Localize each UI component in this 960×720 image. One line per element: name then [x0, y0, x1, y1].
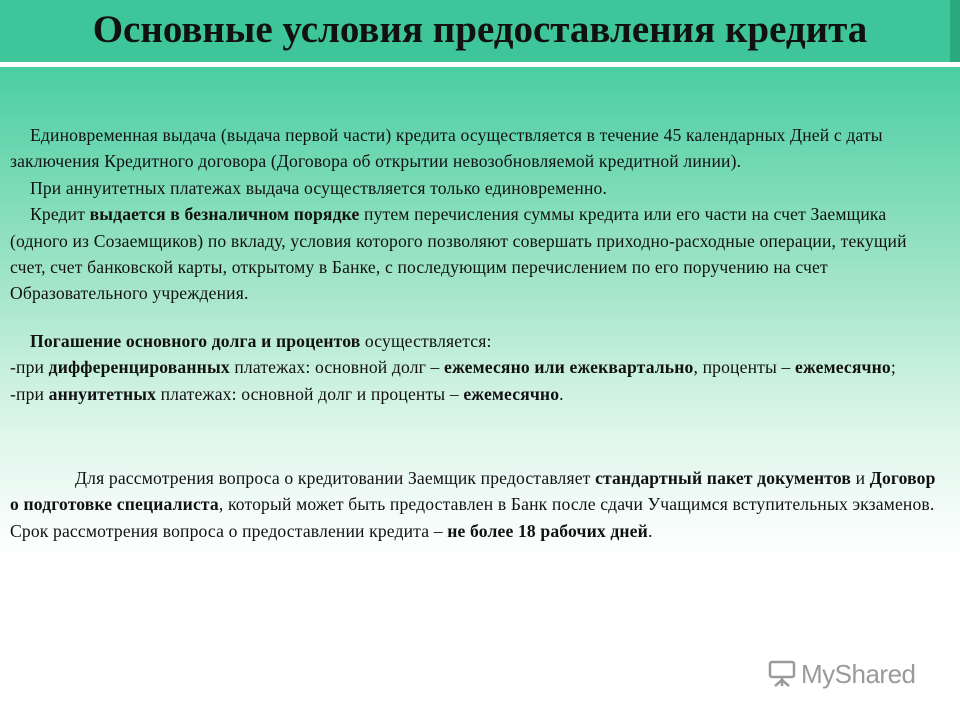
text-span: Для рассмотрения вопроса о кредитовании Заемщик предоставляет [75, 468, 596, 489]
text-span: платежах: основной долг – [229, 357, 445, 378]
page-title: Основные условия предоставления кредита [92, 8, 868, 51]
spacer [10, 407, 945, 465]
repayment-differentiated [10, 354, 945, 380]
bold-span: стандартный пакет документов [595, 468, 852, 489]
bold-span: выдается в безналичном порядке [89, 204, 360, 225]
text-span: Кредит [30, 204, 90, 225]
spacer [10, 307, 945, 328]
logo-text: MyShared [801, 658, 916, 689]
bold-span: Погашение основного долга и процентов [30, 330, 361, 351]
paragraph-documents [10, 465, 945, 518]
paragraph-cashless [10, 201, 945, 307]
bold-span: не более 18 рабочих дней [447, 520, 648, 541]
text-span: , проценты – [693, 357, 795, 378]
text-span: , который может быть предоставлен в Банк после сдачи Учащимся вступительных экзаменов. [218, 494, 935, 515]
paragraph-annuity-disbursement: При аннуитетных платежах выдача осуществляется только единовременно. [30, 177, 608, 198]
title-divider [0, 62, 960, 67]
text-span: . [559, 383, 564, 404]
text-span: . [647, 520, 653, 541]
bold-span: дифференцированных [48, 357, 230, 378]
text-span: платежах: основной долг и проценты – [156, 383, 464, 404]
text-span: осуществляется: [360, 330, 492, 351]
text-span: и [851, 468, 870, 489]
bold-span: ежемесячно [463, 383, 560, 404]
presentation-board-icon [767, 660, 797, 688]
bold-span: Договор о подготовке специалиста [10, 468, 936, 515]
bold-span: аннуитетных [48, 383, 157, 404]
text-span: Срок рассмотрения вопроса о предоставлении кредита – [10, 520, 448, 541]
text-span: -при [10, 357, 49, 378]
myshared-logo[interactable] [767, 658, 916, 690]
paragraph-review-term [10, 518, 945, 544]
repayment-annuity [10, 381, 945, 407]
paragraph-disbursement: Единовременная выдача (выдача первой части) кредита осуществляется в течение 45 календарных Дней с даты заключения Кредитного договора (Договора об открытии невозобновляемой кредитной линии). [10, 125, 883, 172]
text-span: ; [890, 357, 896, 378]
bold-span: ежемесячно [795, 357, 891, 378]
bold-span: ежемесяно или ежеквартально [444, 357, 694, 378]
text-span: -при [10, 383, 49, 404]
repayment-heading [10, 328, 945, 354]
text-span: путем перечисления суммы кредита или его части на счет Заемщика (одного из Созаемщиков) по вкладу, условия которого позволяют совершать приходно-расходные операции, текущий счет, счет банковской карты, открытому в Банке, с последующим перечислением по его поручению на счет Образовательного учреждения. [10, 204, 907, 304]
slide-body [10, 122, 945, 544]
